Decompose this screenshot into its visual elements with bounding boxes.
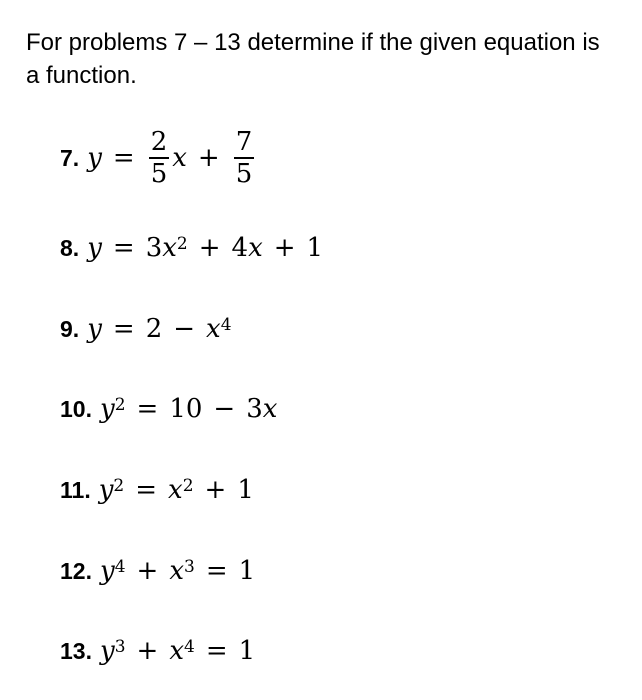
operator: + [136, 636, 159, 666]
denominator: 5 [235, 158, 253, 189]
equation: y $^2$ = x $^2$ + 1 [98, 475, 254, 505]
operator: = [135, 475, 158, 505]
variable: x [206, 314, 221, 344]
operator: + [198, 233, 221, 263]
equation: y $^3$ + x $^4$ = 1 [99, 636, 256, 666]
problem-13 [60, 631, 255, 671]
constant: 1 [237, 475, 254, 505]
operator: = [205, 636, 228, 666]
fraction [234, 127, 255, 189]
operator: = [112, 143, 135, 173]
equation: y $^2$ = 10 − 3 x [99, 394, 278, 424]
operator: + [197, 143, 220, 173]
problem-number: 13. [60, 637, 92, 664]
variable: x [169, 556, 184, 586]
variable: y [99, 394, 115, 424]
equation: y = 2 − x $^4$ [87, 314, 232, 344]
operator: − [173, 314, 196, 344]
problem-number: 7. [60, 144, 80, 171]
operator: − [213, 394, 236, 424]
operator: = [112, 314, 135, 344]
equation [87, 127, 257, 189]
operator: + [273, 233, 296, 263]
variable: y [99, 636, 115, 666]
problem-number: 9. [60, 315, 80, 342]
instructions-text: For problems 7 – 13 determine if the given equation is a function. [26, 29, 600, 89]
problem-11 [60, 470, 254, 510]
problem-9 [60, 309, 232, 349]
variable: x [169, 636, 184, 666]
problem-10 [60, 389, 277, 429]
variable: x [168, 475, 183, 505]
variable: y [87, 314, 102, 344]
fraction [149, 127, 170, 189]
variable: y [87, 143, 102, 173]
operator: = [112, 233, 135, 263]
constant: 2 [145, 314, 163, 344]
numerator: 2 [150, 127, 168, 158]
coefficient: 3 [145, 233, 163, 263]
constant: 10 [169, 394, 203, 424]
variable: x [248, 233, 263, 263]
variable: y [99, 556, 115, 586]
operator: + [136, 556, 159, 586]
problem-8 [60, 228, 323, 268]
problem-number: 10. [60, 395, 92, 422]
variable: y [87, 233, 102, 263]
problem-7 [60, 127, 257, 189]
variable: y [98, 475, 114, 505]
variable: x [172, 143, 187, 173]
equation: y $^4$ + x $^3$ = 1 [99, 556, 256, 586]
problem-number: 8. [60, 234, 80, 261]
coefficient: 3 [246, 394, 263, 424]
coefficient: 4 [231, 233, 249, 263]
operator: = [205, 556, 228, 586]
denominator: 5 [150, 158, 168, 189]
constant: 1 [238, 556, 256, 586]
problem-number: 11. [60, 476, 91, 503]
operator: = [136, 394, 159, 424]
problem-number: 12. [60, 557, 92, 584]
constant: 1 [306, 233, 324, 263]
constant: 1 [238, 636, 256, 666]
operator: + [204, 475, 227, 505]
variable: x [162, 233, 177, 263]
variable: x [262, 394, 278, 424]
problem-12 [60, 551, 255, 591]
equation: y = 3 x $^2$ + 4 x + 1 [87, 233, 324, 263]
numerator: 7 [235, 127, 253, 158]
